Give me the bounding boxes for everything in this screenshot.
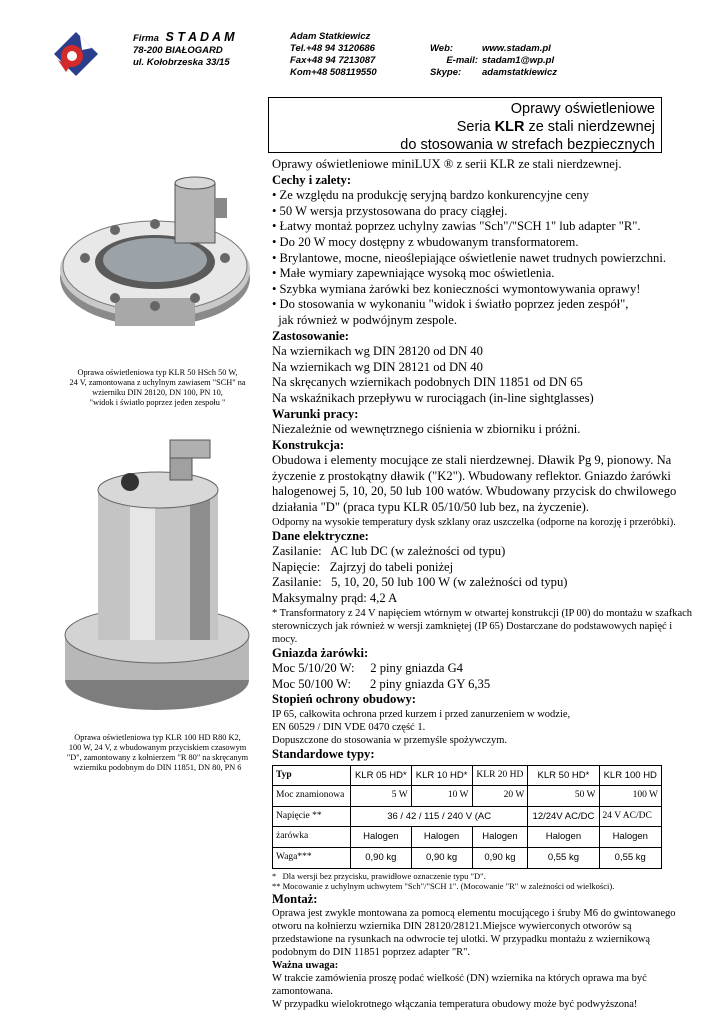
feature-item: • Małe wymiary zapewniające wysoką moc oświetlenia.: [272, 266, 555, 281]
caption-bottom: Oprawa oświetleniowa typ KLR 100 HD R80 K2, 100 W, 24 V, z wbudowanym przyciskiem czasowym "D", zamontowany z kołnierzem "R 80" na skręcanym wzierniku podobnym do DIN 11851, DN 80, PN 6: [66, 733, 249, 772]
electrical-heading: Dane elektryczne:: [272, 528, 369, 543]
feature-item: jak również w podwójnym zespole.: [272, 312, 458, 327]
electrical-line: Napięcie: Zajrzyj do tabeli poniżej: [272, 559, 454, 574]
feature-item: • Łatwy montaż poprzez uchylny zawias "Sch"/"SCH 1" lub adapter "R".: [272, 219, 641, 234]
company-name: S T A D A M: [165, 30, 235, 44]
types-footnote: ** Mocowanie z uchylnym uchwytem "Sch"/"SCH 1". (Mocowanie "R" w zależności od wielkości).: [272, 881, 615, 892]
socket-line: Moc 50/100 W: 2 piny gniazda GY 6,35: [272, 676, 491, 691]
mounting-heading: Montaż:: [272, 891, 318, 906]
table-row: Moc znamionowa 5 W 10 W 20 W 50 W 100 W: [273, 786, 662, 807]
usage-item: Na wskaźnikach przepływu w rurociągach (in-line sightglasses): [272, 390, 594, 405]
skype-label: Skype:: [430, 67, 462, 78]
features-heading: Cechy i zalety:: [272, 172, 352, 187]
feature-item: • Brylantowe, mocne, nieoślepiające oświetlenie nawet trudnych powierzchni.: [272, 250, 666, 265]
important-line: W trakcie zamówienia proszę podać wielkość (DN) wziernika na których oprawa ma być zamontowana.: [272, 973, 647, 998]
feature-item: • Do 20 W mocy dostępny z wbudowanym transformatorem.: [272, 234, 579, 249]
sockets-heading: Gniazda żarówki:: [272, 645, 369, 660]
feature-item: • Szybka wymiana żarówki bez konieczności wymontowywania oprawy!: [272, 281, 641, 296]
company-logo: [52, 30, 100, 78]
usage-item: Na wziernikach wg DIN 28120 od DN 40: [272, 344, 483, 359]
company-address: [133, 31, 235, 69]
address-line-2: ul. Kołobrzeska 33/15: [133, 57, 230, 68]
caption-top: Oprawa oświetleniowa typ KLR 50 HSch 50 W, 24 V, zamontowana z uchylnym zawiasem "SCH" na wzierniku DIN 28120, DN 100, PN 10, "widok i światło poprzez jeden zespołu ": [69, 368, 246, 407]
company-online: [430, 43, 557, 79]
protection-heading: Stopień ochrony obudowy:: [272, 692, 416, 707]
table-row: Napięcie ** 36 / 42 / 115 / 240 V (AC 12/24V AC/DC 24 V AC/DC: [273, 806, 662, 827]
contact-fax: Fax+48 94 7213087: [290, 55, 376, 66]
contact-tel: Tel.+48 94 3120686: [290, 43, 375, 54]
table-row: Waga*** 0,90 kg 0,90 kg 0,90 kg 0,55 kg 0,55 kg: [273, 847, 662, 868]
company-label: Firma: [133, 33, 159, 44]
construction-heading: Konstrukcja:: [272, 437, 345, 452]
construction-note: Odporny na wysokie temperatury dysk szklany oraz uszczelka (odporne na korozję i przeróbki).: [272, 516, 676, 528]
web-link[interactable]: www.stadam.pl: [482, 43, 551, 54]
email-link[interactable]: stadam1@wp.pl: [482, 55, 555, 66]
web-label: Web:: [430, 43, 454, 54]
usage-item: Na wziernikach wg DIN 28121 od DN 40: [272, 359, 483, 374]
conditions-heading: Warunki pracy:: [272, 406, 359, 421]
electrical-note: * Transformatory z 24 V napięciem wtórnym w otwartej konstrukcji (IP 00) do montażu w szafkach sterowniczych jak również w wersji zamkniętej (IP 65) Dostarczane do podstawowych napięć i mocy.: [272, 607, 693, 645]
intro: Oprawy oświetleniowe miniLUX ® z serii KLR ze stali nierdzewnej.: [272, 157, 622, 171]
contact-mobile: Kom+48 508119550: [290, 67, 377, 78]
contact-person: Adam Statkiewicz: [290, 31, 371, 42]
product-photo-klr50: [55, 158, 255, 358]
feature-item: • Do stosowania w wykonaniu "widok i światło poprzez jeden zespół",: [272, 297, 629, 312]
main-content: [272, 157, 692, 1011]
email-label: E-mail:: [446, 55, 478, 66]
protection-line: EN 60529 / DIN VDE 0470 część 1.: [272, 722, 426, 733]
feature-item: • 50 W wersja przystosowana do pracy ciągłej.: [272, 203, 508, 218]
title-line-3: do stosowania w strefach bezpiecznych: [400, 137, 655, 153]
product-photo-klr100: [60, 430, 255, 725]
mounting-text: Oprawa jest zwykle montowana za pomocą elementu mocującego i śruby M6 do gwintowanego otworu na kołnierzu wziernika DIN 28120/28121.Miejsce wywierconych otworów są przedstawione na rysunkach na odwrocie tej ulotki. W przypadku montażu z wziernikową podobnym do DIN 11851 poprzez adapter "R".: [272, 908, 676, 959]
table-row: żarówka Halogen Halogen Halogen Halogen Halogen: [273, 827, 662, 848]
socket-line: Moc 5/10/20 W: 2 piny gniazda G4: [272, 661, 463, 676]
important-heading: Ważna uwaga:: [272, 960, 339, 972]
address-line-1: 78-200 BIAŁOGARD: [133, 45, 223, 56]
types-table: [272, 765, 662, 869]
electrical-line: Zasilanie: AC lub DC (w zależności od typu): [272, 544, 506, 559]
title-box: [268, 97, 662, 153]
electrical-line: Maksymalny prąd: 4,2 A: [272, 591, 398, 606]
feature-item: • Ze względu na produkcję seryjną bardzo konkurencyjne ceny: [272, 188, 590, 203]
types-footnote: * Dla wersji bez przycisku, prawidłowe oznaczenie typu "D".: [272, 870, 486, 881]
usage-heading: Zastosowanie:: [272, 328, 349, 343]
important-line: W przypadku wielokrotnego włączania temperatura obudowy może być podwyższona!: [272, 999, 638, 1011]
title-line-1: Oprawy oświetleniowe: [510, 101, 655, 117]
types-heading: Standardowe typy:: [272, 747, 375, 761]
usage-item: Na skręcanych wziernikach podobnych DIN 11851 od DN 65: [272, 375, 583, 390]
table-row: Typ KLR 05 HD* KLR 10 HD* KLR 20 HD KLR 50 HD* KLR 100 HD: [273, 765, 662, 786]
protection-line: Dopuszczone do stosowania w przemyśle spożywczym.: [272, 735, 508, 746]
company-contact: [290, 31, 377, 79]
electrical-line: Zasilanie: 5, 10, 20, 50 lub 100 W (w zależności od typu): [272, 575, 568, 590]
skype-id: adamstatkiewicz: [482, 67, 557, 78]
conditions-text: Niezależnie od wewnętrznego ciśnienia w zbiorniku i próżni.: [272, 422, 581, 437]
title-line-2: Seria KLR ze stali nierdzewnej: [456, 119, 655, 135]
construction-text: Obudowa i elementy mocujące ze stali nierdzewnej. Dławik Pg 9, pionowy. Na życzenie z prostokątny dławik ("K2"). Wbudowany reflektor. Gniazdo żarówki halogenowej 5, 10, 20, 50 lub 100 watów. Wbudowany przycisk do chwilowego działania "D" (praca typu KLR 05/10/50 lub bez, na życzenie).: [272, 453, 677, 515]
protection-line: IP 65, całkowita ochrona przed kurzem i przed zanurzeniem w wodzie,: [272, 709, 571, 720]
